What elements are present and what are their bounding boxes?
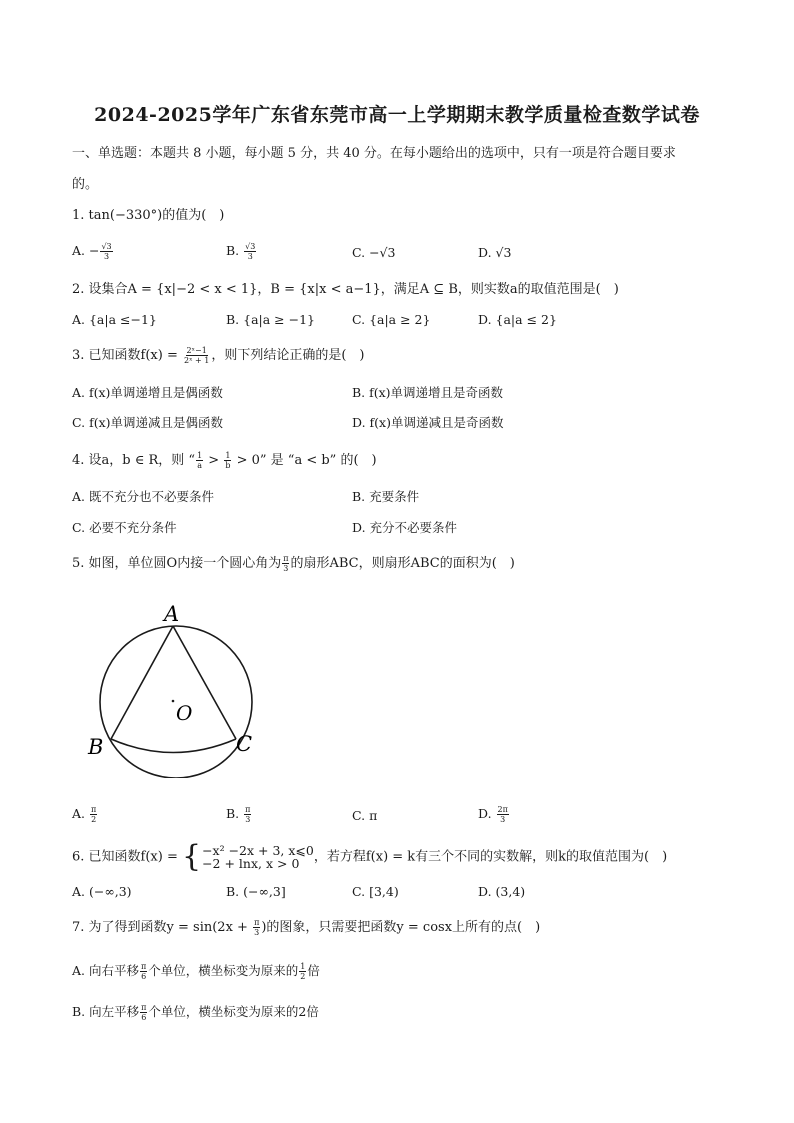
- question-1-option-a: A. − $\frac{√3}{3}$: [72, 242, 112, 261]
- question-6-option-c: C. [3,4): [352, 884, 399, 899]
- question-6-stem: 6. 已知函数f(x) = { −x² −2x + 3, x⩽0 −2 + lnx, x > 0 ，若方程f(x) = k有三个不同的实数解，则k的取值范围为( ): [72, 839, 668, 874]
- label-c: C: [236, 732, 253, 756]
- sector-arc-bc: [111, 739, 236, 753]
- question-1-option-b: B. $\frac{√3}{3}$: [226, 242, 256, 261]
- question-4-option-c: C. 必要不充分条件: [72, 520, 177, 535]
- sector-edge-ab: [111, 626, 173, 739]
- question-4-option-b: B. 充要条件: [352, 489, 420, 504]
- center-point: [172, 700, 175, 703]
- question-3-option-a: A. f(x)单调递增且是偶函数: [72, 385, 223, 400]
- label-b: B: [88, 735, 104, 759]
- question-6-option-b: B. (−∞,3]: [226, 884, 286, 899]
- question-4-stem: 4. 设a，b ∈ R，则 “ $\frac{1}{a}$ > $\frac{1}{b}$ > 0” 是 “a < b” 的( ): [72, 451, 377, 470]
- question-4-option-a: A. 既不充分也不必要条件: [72, 489, 214, 504]
- question-4-option-d: D. 充分不必要条件: [352, 520, 458, 535]
- question-7-stem: 7. 为了得到函数y = sin(2x + $\frac{\pi}{3}$ )的图象，只需要把函数y = cosx上所有的点( ): [72, 918, 541, 937]
- question-3-stem: 3. 已知函数f(x) = $\frac{\text{2ˣ−1}}{\text{2ˣ + 1}}$ ，则下列结论正确的是( ): [72, 346, 365, 365]
- question-7-option-a: A. 向右平移 $\frac{\pi}{6}$ 个单位，横坐标变为原来的 $\frac{1}{2}$ 倍: [72, 962, 320, 981]
- question-2-stem: 2. 设集合A = {x|−2 < x < 1}，B = {x|x < a−1}，满足A ⊆ B，则实数a的取值范围是( ): [72, 282, 619, 297]
- question-7-option-b: B. 向左平移 $\frac{\pi}{6}$ 个单位，横坐标变为原来的2倍: [72, 1003, 319, 1022]
- label-a: A: [164, 602, 180, 626]
- question-5-option-c: C. π: [352, 808, 378, 823]
- question-6-option-d: D. (3,4): [478, 884, 526, 899]
- label-o: O: [176, 701, 193, 725]
- question-3-option-b: B. f(x)单调递增且是奇函数: [352, 385, 504, 400]
- question-5-option-d: D. $\frac{2\pi}{3}$: [478, 805, 508, 824]
- question-2-option-c: C. {a|a ≥ 2}: [352, 312, 431, 327]
- question-5-stem: 5. 如图，单位圆O内接一个圆心角为 $\frac{\pi}{3}$ 的扇形ABC，则扇形ABC的面积为( ): [72, 554, 515, 573]
- question-5-option-b: B. $\frac{\pi}{3}$: [226, 805, 251, 824]
- question-2-option-a: A. {a|a ≤−1}: [72, 312, 157, 327]
- section-instructions-cont: 的。: [72, 177, 99, 192]
- question-6-option-a: A. (−∞,3): [72, 884, 132, 899]
- question-2-option-b: B. {a|a ≥ −1}: [226, 312, 316, 327]
- question-1-stem: 1. tan(−330°)的值为( ): [72, 208, 225, 223]
- question-1-option-d: D. √3: [478, 245, 512, 260]
- question-3-option-c: C. f(x)单调递减且是偶函数: [72, 415, 223, 430]
- circle-sector-figure: [80, 598, 280, 778]
- question-3-option-d: D. f(x)单调递减且是奇函数: [352, 415, 504, 430]
- question-5-option-a: A. $\frac{\pi}{2}$: [72, 805, 97, 824]
- question-1-option-c: C. −√3: [352, 245, 396, 260]
- page-title: 2024-2025学年广东省东莞市高一上学期期末教学质量检查数学试卷: [94, 104, 700, 126]
- section-instructions: 一、单选题：本题共 8 小题，每小题 5 分，共 40 分。在每小题给出的选项中，只有一项是符合题目要求: [72, 146, 676, 161]
- question-2-option-d: D. {a|a ≤ 2}: [478, 312, 557, 327]
